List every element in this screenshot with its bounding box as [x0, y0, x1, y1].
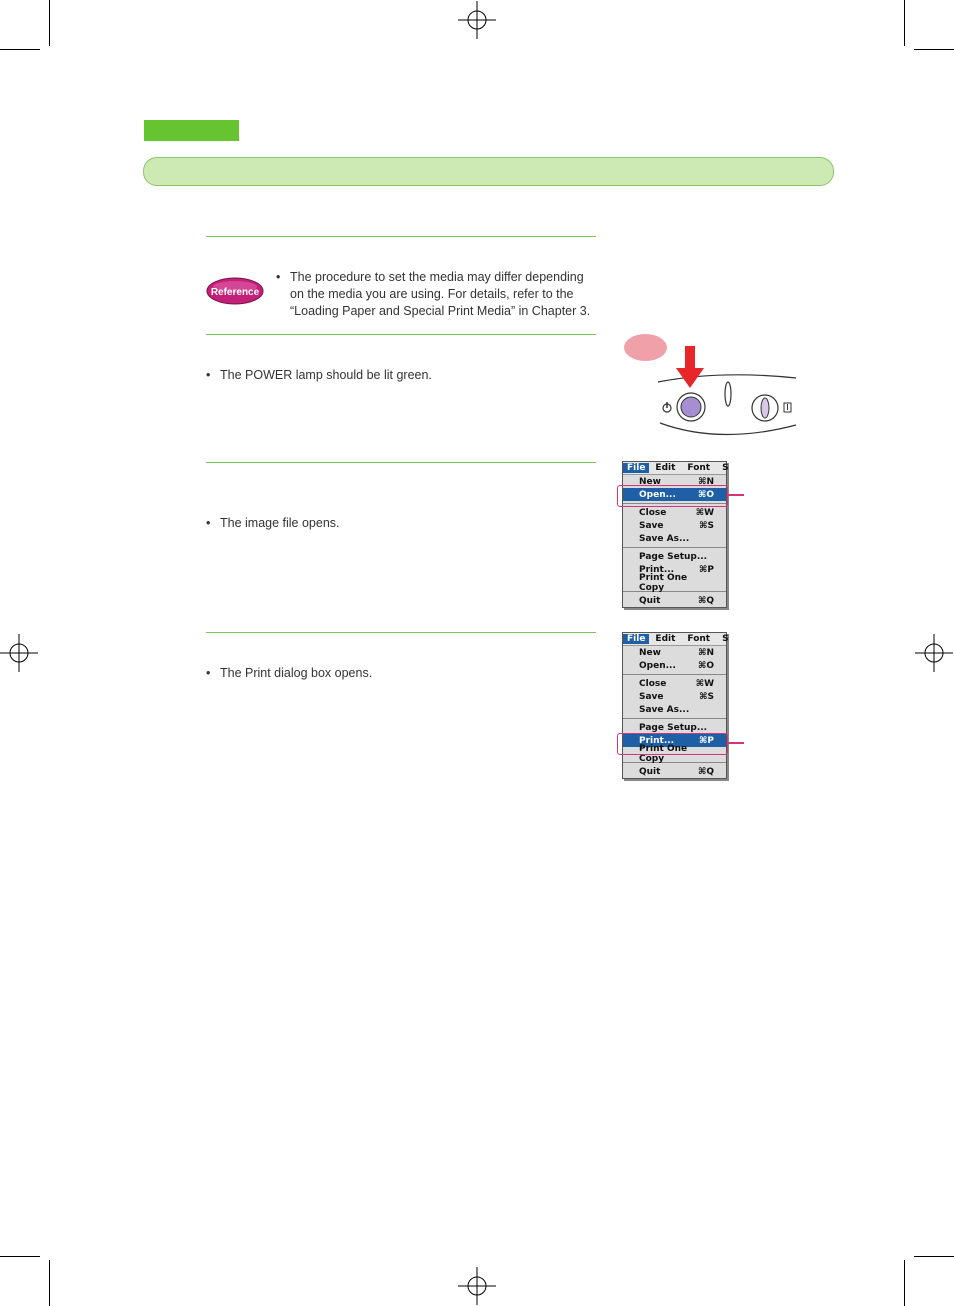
file-menu-screenshot	[622, 632, 727, 779]
menu-item-page-setup[interactable]: Page Setup...	[639, 722, 708, 733]
print-callout-line	[727, 742, 744, 744]
menu-font[interactable]: Font	[687, 463, 711, 473]
file-menu-screenshot	[622, 461, 727, 608]
step-divider	[206, 334, 596, 335]
menu-file[interactable]: File	[623, 463, 649, 473]
crop-mark	[49, 0, 50, 46]
menu-bar	[623, 633, 729, 646]
crop-mark	[904, 1260, 905, 1306]
bullet: •	[206, 368, 211, 382]
crop-mark	[0, 49, 40, 50]
menu-item-print[interactable]: Print... ⌘P	[639, 564, 714, 575]
step-divider	[206, 462, 596, 463]
registration-mark-icon	[458, 1, 496, 39]
print-callout-box	[617, 733, 728, 755]
bullet: •	[206, 516, 211, 530]
menu-edit[interactable]: Edit	[655, 634, 676, 644]
menu-edit[interactable]: Edit	[655, 463, 676, 473]
menu-item-open[interactable]: Open... ⌘O	[623, 488, 726, 501]
crop-mark	[0, 1256, 40, 1257]
crop-mark	[904, 0, 905, 46]
reference-note	[276, 269, 600, 320]
bullet: •	[206, 666, 211, 680]
step-divider	[206, 632, 596, 633]
reference-text: The procedure to set the media may differ depending on the media you are using. For details, refer to the “Loading Paper and Special Print Media” in Chapter 3.	[290, 270, 591, 318]
paper-feed-icon	[784, 403, 791, 412]
registration-mark-icon	[0, 634, 38, 672]
reference-badge	[206, 277, 264, 305]
menu-file[interactable]: File	[623, 634, 649, 644]
step-2-note-text: The image file opens.	[220, 516, 340, 530]
menu-item-new[interactable]: New ⌘N	[639, 647, 714, 658]
menu-item-print[interactable]: Print... ⌘P	[623, 734, 726, 747]
printer-control-panel-illustration	[650, 345, 798, 437]
step-3-note	[206, 665, 590, 682]
menu-item-save[interactable]: Save ⌘S	[639, 691, 714, 702]
power-icon	[663, 402, 671, 412]
open-callout-box	[617, 485, 728, 507]
menu-item-save-as[interactable]: Save As...	[639, 704, 690, 715]
crop-mark	[914, 1256, 954, 1257]
menu-item-close[interactable]: Close ⌘W	[639, 507, 714, 518]
step-divider	[206, 236, 596, 237]
menu-item-page-setup[interactable]: Page Setup...	[639, 551, 708, 562]
crop-mark	[914, 49, 954, 50]
crop-mark	[49, 1260, 50, 1306]
menu-item-quit[interactable]: Quit ⌘Q	[639, 595, 714, 606]
menu-item-print-one-copy[interactable]: Print One Copy	[639, 572, 688, 593]
menu-s[interactable]: S	[722, 463, 729, 473]
bullet: •	[276, 270, 281, 284]
step-3-note-text: The Print dialog box opens.	[220, 666, 373, 680]
registration-mark-icon	[458, 1267, 496, 1305]
step-1-note	[206, 367, 590, 384]
open-callout-line	[727, 494, 744, 496]
step-2-note	[206, 515, 590, 532]
menu-item-quit[interactable]: Quit ⌘Q	[639, 766, 714, 777]
menu-item-save-as[interactable]: Save As...	[639, 533, 690, 544]
arrow-down-icon	[676, 346, 704, 390]
menu-font[interactable]: Font	[687, 634, 711, 644]
menu-item-print-one-copy[interactable]: Print One Copy	[639, 743, 688, 764]
menu-item-open[interactable]: Open... ⌘O	[639, 660, 714, 671]
menu-s[interactable]: S	[722, 634, 729, 644]
menu-item-new[interactable]: New ⌘N	[639, 476, 714, 487]
registration-mark-icon	[915, 634, 953, 672]
menu-bar	[623, 462, 729, 475]
step-1-note-text: The POWER lamp should be lit green.	[220, 368, 432, 382]
menu-item-close[interactable]: Close ⌘W	[639, 678, 714, 689]
reference-badge-label: Reference	[210, 287, 260, 298]
menu-item-save[interactable]: Save ⌘S	[639, 520, 714, 531]
section-tab	[144, 120, 239, 141]
section-title-bar	[143, 157, 834, 186]
